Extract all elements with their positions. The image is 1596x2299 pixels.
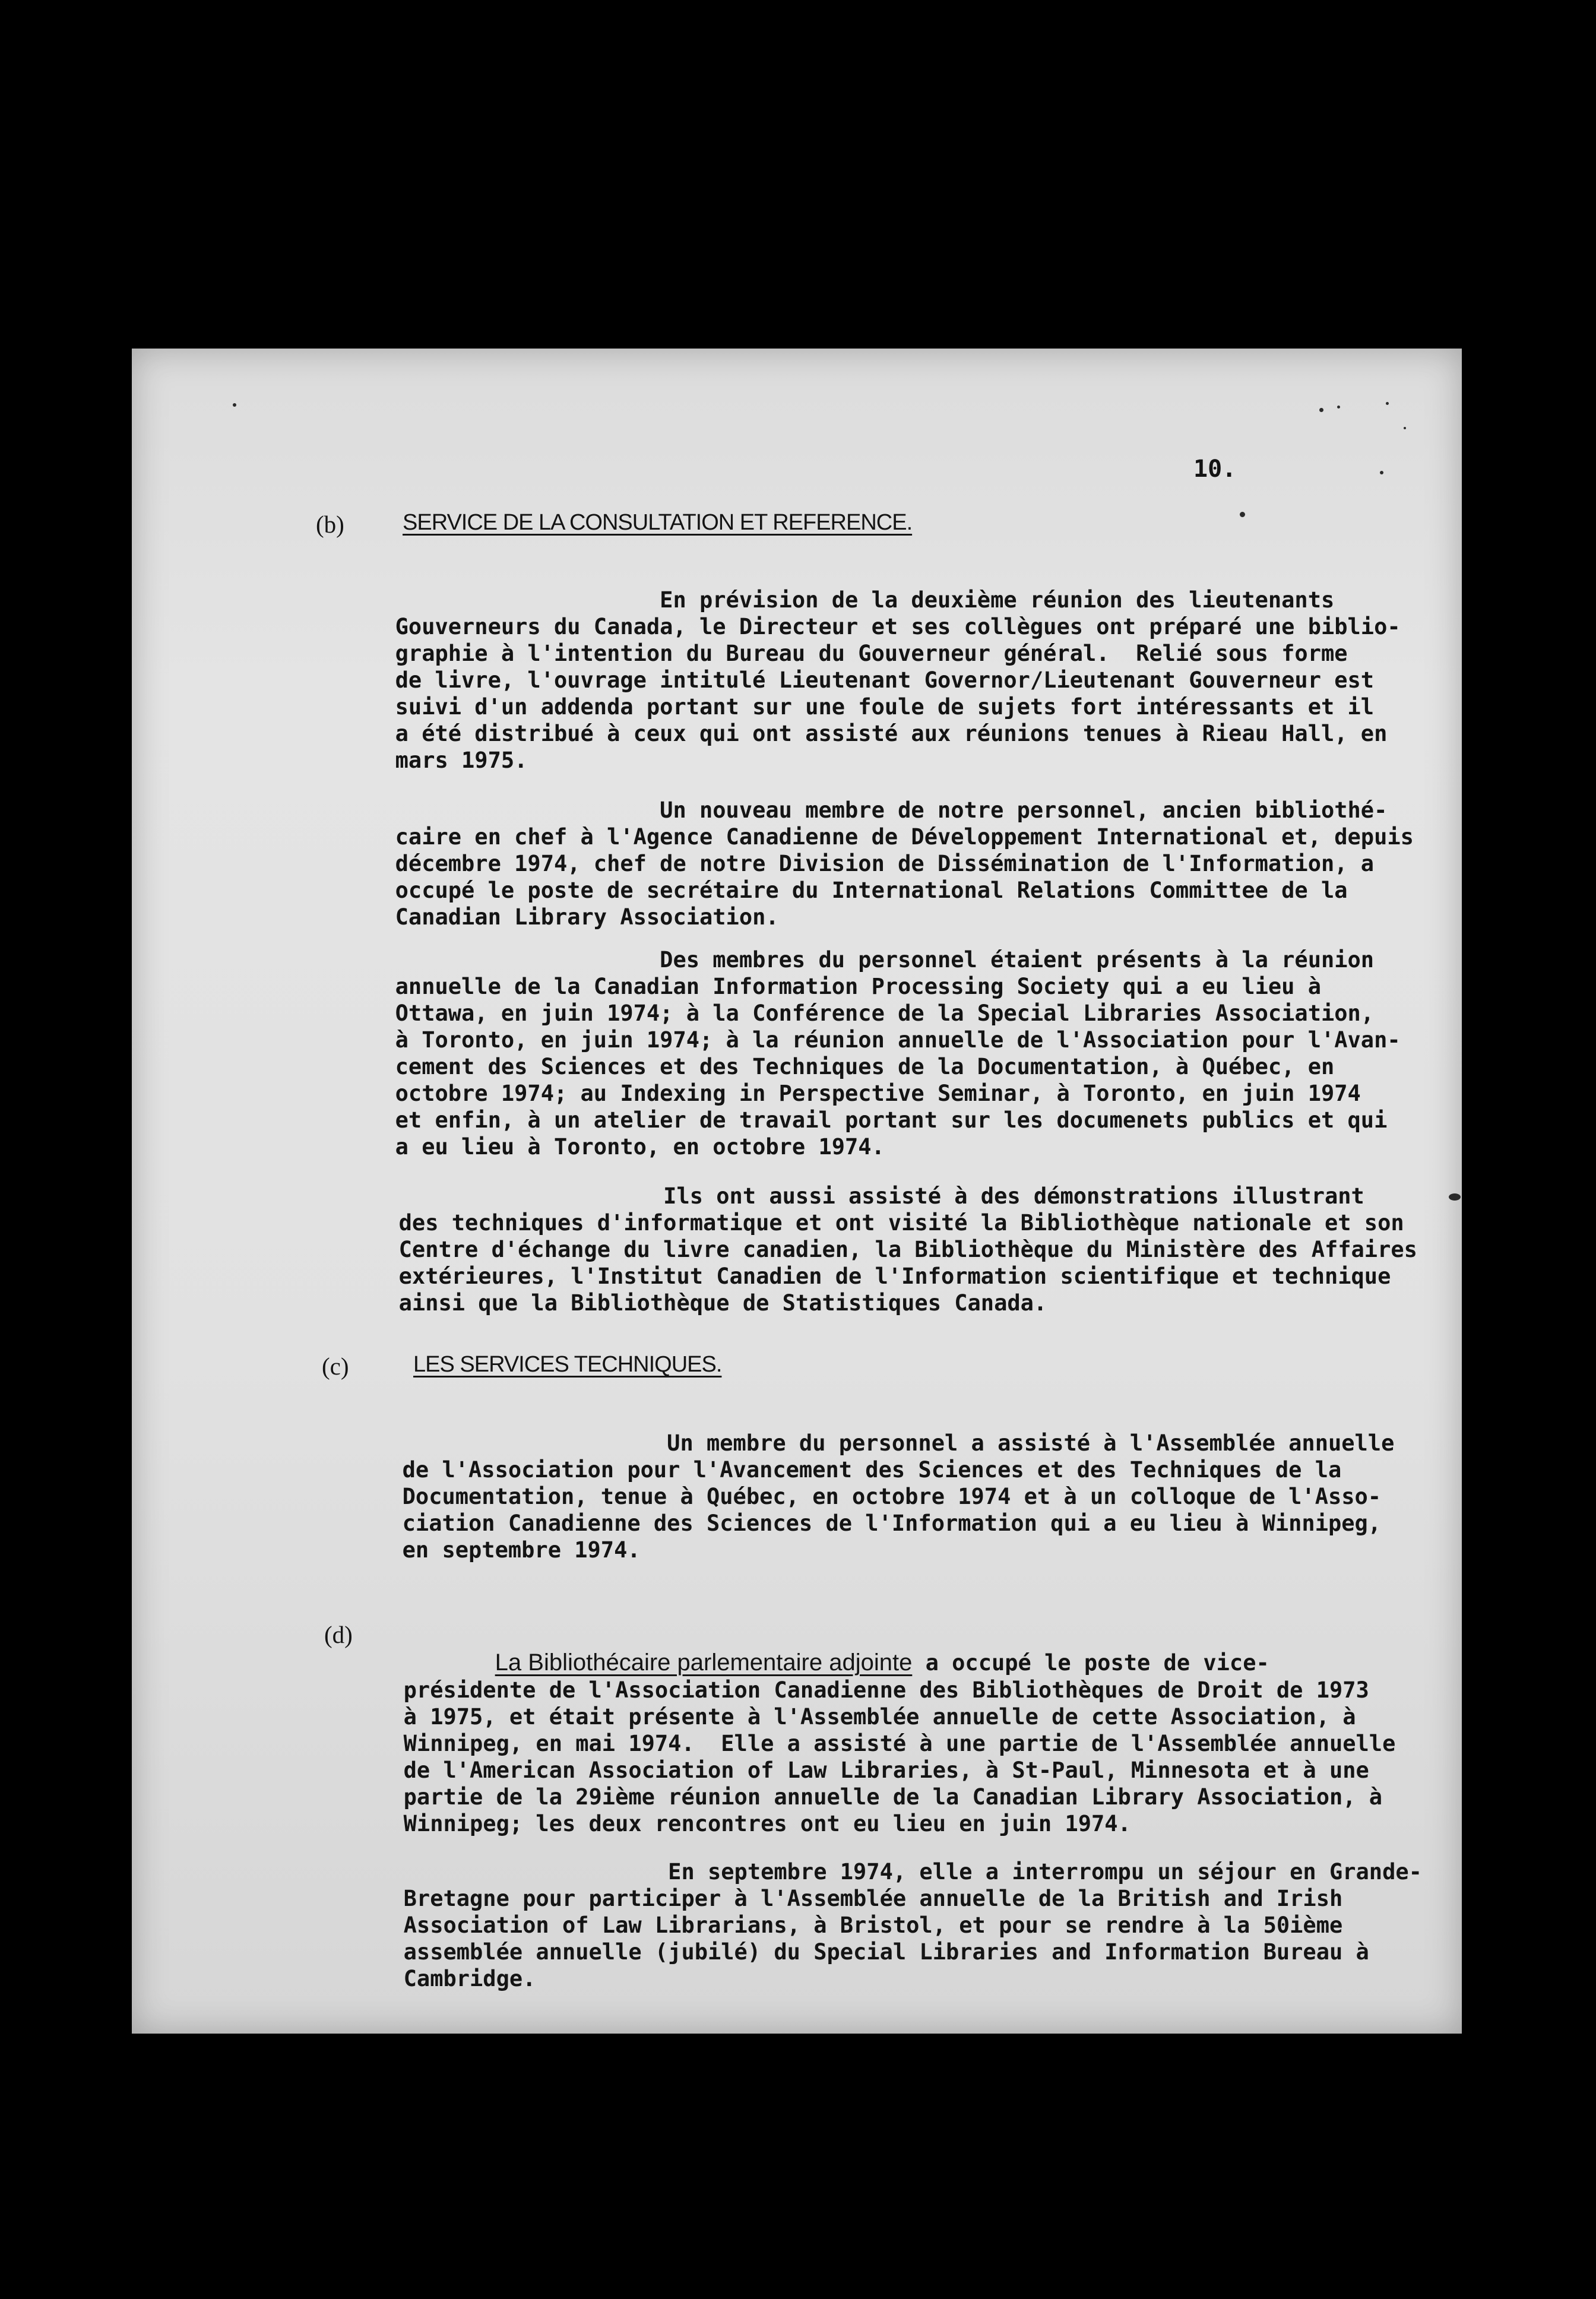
text-line: a eu lieu à Toronto, en octobre 1974. (395, 1134, 885, 1160)
scan-speck (1449, 1193, 1461, 1201)
text-line: Canadian Library Association. (395, 904, 779, 930)
text-line: Bretagne pour participer à l'Assemblée annuelle de la British and Irish (403, 1886, 1343, 1911)
text-line: En prévision de la deuxième réunion des lieutenants (395, 587, 1335, 613)
text-line: Centre d'échange du livre canadien, la Bibliothèque du Ministère des Affaires (398, 1237, 1417, 1262)
section-b-paragraph-4 (319, 1156, 1417, 1343)
text-line: Winnipeg; les deux rencontres ont eu lieu en juin 1974. (403, 1811, 1131, 1836)
text-line: Un membre du personnel a assisté à l'Assemblée annuelle (402, 1430, 1395, 1456)
text-line: Ils ont aussi assisté à des démonstrations illustrant (398, 1183, 1364, 1209)
text-line: octobre 1974; au Indexing in Perspective Seminar, à Toronto, en juin 1974 (395, 1081, 1361, 1106)
scan-speck (1319, 408, 1323, 412)
text-line: en septembre 1974. (402, 1537, 641, 1563)
section-d-paragraph-2 (324, 1832, 1422, 2019)
scan-speck (1240, 512, 1245, 517)
text-line: graphie à l'intention du Bureau du Gouverneur général. Relié sous forme (395, 641, 1348, 666)
text-line: à Toronto, en juin 1974; à la réunion annuelle de l'Association pour l'Avan- (395, 1027, 1401, 1053)
scan-speck (1337, 406, 1340, 408)
text-line: ciation Canadienne des Sciences de l'Information qui a eu lieu à Winnipeg, (402, 1510, 1382, 1536)
text-line: ainsi que la Bibliothèque de Statistiques Canada. (398, 1290, 1047, 1316)
text-line: assemblée annuelle (jubilé) du Special Libraries and Information Bureau à (403, 1939, 1369, 1965)
scan-speck (1404, 427, 1406, 429)
scan-speck (1386, 402, 1389, 405)
text-line: extérieures, l'Institut Canadien de l'Information scientifique et technique (398, 1264, 1391, 1289)
section-b-title: SERVICE DE LA CONSULTATION ET REFERENCE. (403, 510, 913, 535)
section-b-paragraph-1 (316, 560, 1401, 800)
text-line: suivi d'un addenda portant sur une foule de sujets fort intéressants et il (395, 694, 1375, 720)
section-d-title: La Bibliothécaire parlementaire adjointe (495, 1649, 913, 1676)
text-line: Winnipeg, en mai 1974. Elle a assisté à une partie de l'Assemblée annuelle (403, 1731, 1396, 1756)
text-line: Ottawa, en juin 1974; à la Conférence de la Special Libraries Association, (395, 1000, 1375, 1026)
text-line: de l'Association pour l'Avancement des Sciences et des Techniques de la (402, 1457, 1342, 1483)
text-line: caire en chef à l'Agence Canadienne de Développement International et, depuis (395, 824, 1414, 850)
text-line: Documentation, tenue à Québec, en octobre 1974 et à un colloque de l'Asso- (402, 1484, 1382, 1509)
section-c-label: (c) (322, 1353, 349, 1380)
section-d-first-line-rest: a occupé le poste de vice- (912, 1650, 1269, 1676)
text-line: En septembre 1974, elle a interrompu un séjour en Grande- (403, 1859, 1422, 1885)
text-line: décembre 1974, chef de notre Division de Dissémination de l'Information, a (395, 851, 1375, 876)
scan-speck (233, 403, 236, 407)
document-page (132, 349, 1462, 2034)
page-number: 10. (1193, 455, 1237, 483)
text-line: Cambridge. (403, 1966, 536, 1991)
text-line: annuelle de la Canadian Information Processing Society qui a eu lieu à (395, 974, 1321, 999)
scan-speck (1380, 471, 1383, 474)
text-line: partie de la 29ième réunion annuelle de la Canadian Library Association, à (403, 1784, 1383, 1810)
text-line: Gouverneurs du Canada, le Directeur et ses collègues ont préparé une biblio- (395, 614, 1401, 639)
text-line: a été distribué à ceux qui ont assisté aux réunions tenues à Rieau Hall, en (395, 721, 1388, 746)
section-b-label: (b) (316, 511, 344, 538)
text-line: cement des Sciences et des Techniques de la Documentation, à Québec, en (395, 1054, 1335, 1079)
section-b-paragraph-3 (316, 920, 1401, 1187)
text-line: de l'American Association of Law Libraries, à St-Paul, Minnesota et à une (403, 1758, 1369, 1783)
text-line: mars 1975. (395, 748, 528, 773)
section-c-paragraph-1 (323, 1403, 1394, 1590)
text-line: à 1975, et était présente à l'Assemblée annuelle de cette Association, à (403, 1704, 1356, 1730)
text-line: Des membres du personnel étaient présents à la réunion (395, 947, 1375, 973)
text-line: présidente de l'Association Canadienne des Bibliothèques de Droit de 1973 (403, 1677, 1369, 1703)
text-line: et enfin, à un atelier de travail portant sur les documenets publics et qui (395, 1107, 1388, 1133)
section-d-label: (d) (324, 1621, 353, 1648)
text-line: Un nouveau membre de notre personnel, ancien bibliothé- (395, 797, 1388, 823)
text-line: des techniques d'informatique et ont visité la Bibliothèque nationale et son (398, 1210, 1404, 1236)
text-line: de livre, l'ouvrage intitulé Lieutenant Governor/Lieutenant Gouverneur est (395, 667, 1375, 693)
text-line: occupé le poste de secrétaire du International Relations Committee de la (395, 878, 1348, 903)
section-c-title: LES SERVICES TECHNIQUES. (413, 1352, 722, 1377)
text-line: Association of Law Librarians, à Bristol, et pour se rendre à la 50ième (403, 1912, 1343, 1938)
